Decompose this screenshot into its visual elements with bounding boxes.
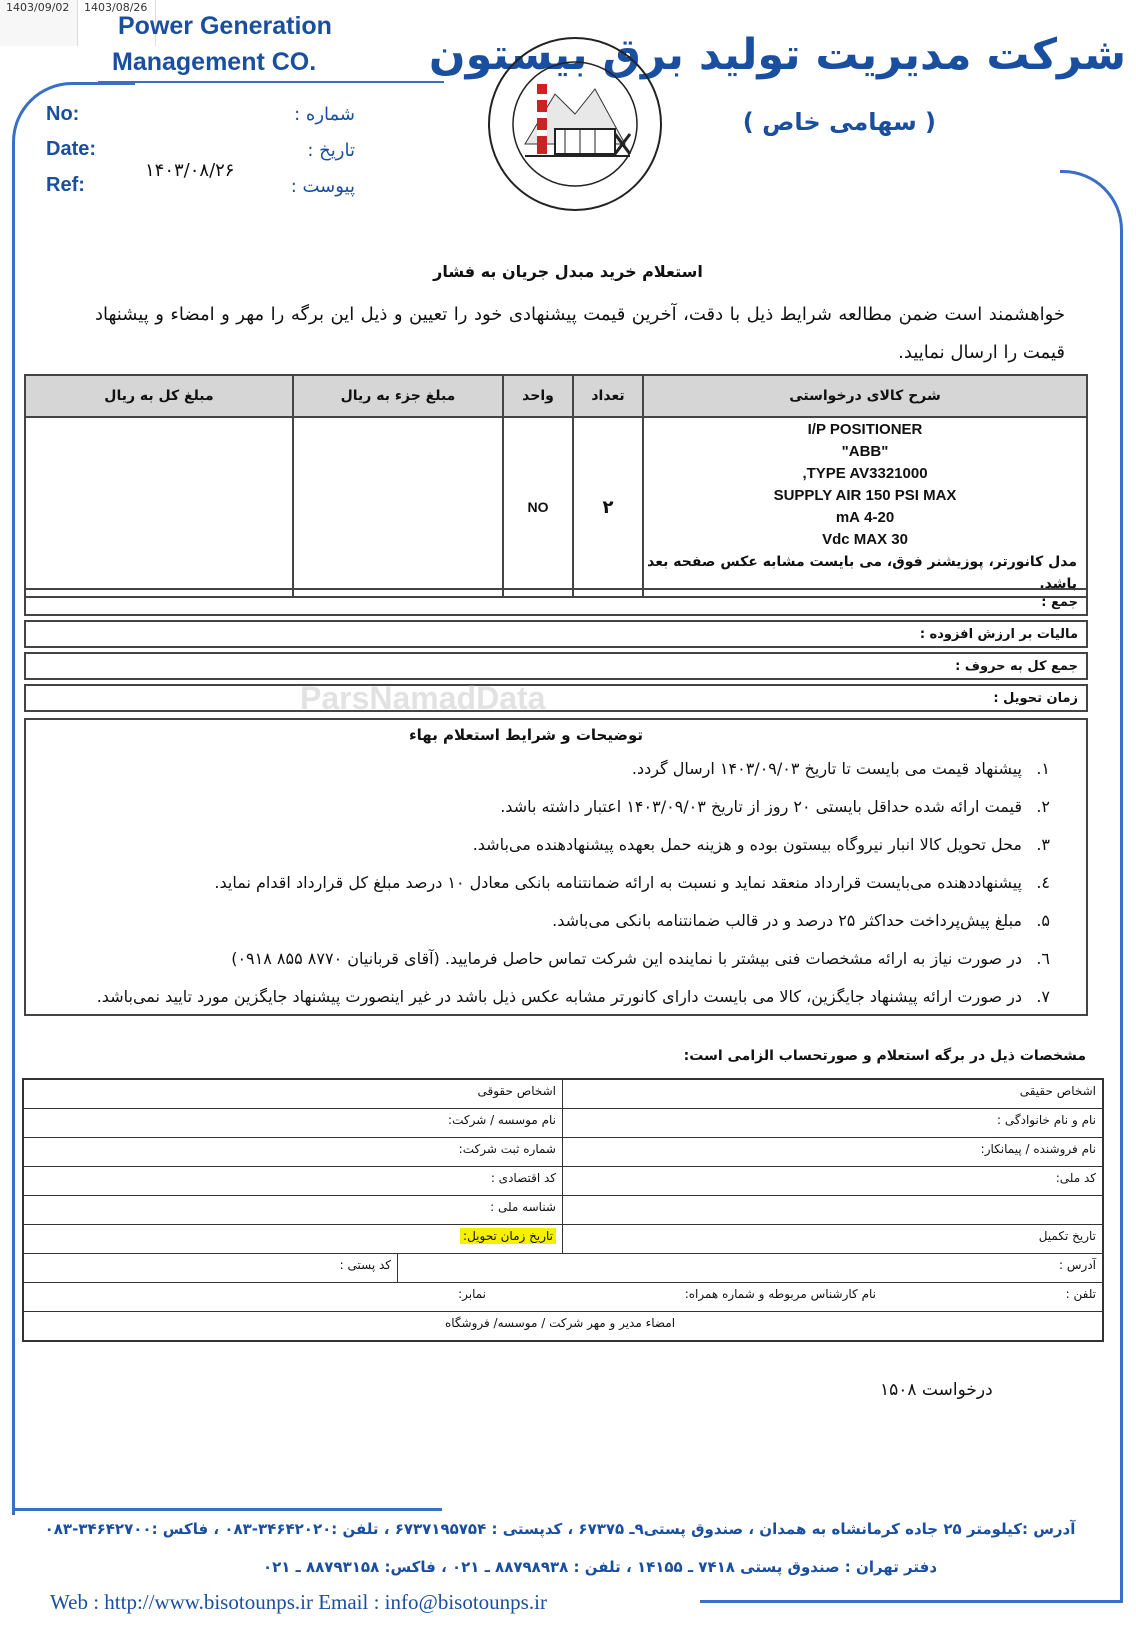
grid-row <box>24 1225 1102 1254</box>
footer-address: آدرس :کیلومتر ۲۵ جاده کرمانشاه به همدان ، صندوق پستی۹ـ ۶۷۳۷۵ ، کدپستی : ۶۷۳۷۱۹۵۷۵۴ ، تلفن :۳۴۶۴۲۰۲۰-۰۸۳ ، فاکس :۳۴۶۴۲۷۰۰-۰۸۳ <box>44 1520 1076 1538</box>
total-in-words-row: جمع کل به حروف : <box>24 652 1088 680</box>
term-number: ۲. <box>1036 797 1050 816</box>
item-quantity: ۲ <box>573 417 643 597</box>
term-text: پیشنهاد قیمت می بایست تا تاریخ ۱۴۰۳/۰۹/۰۳ ارسال گردد. <box>631 759 1022 778</box>
header-divider <box>98 81 444 83</box>
list-item <box>36 750 1050 788</box>
term-number: ۳. <box>1036 835 1050 854</box>
header-unit-price: مبلغ جزء به ریال <box>293 375 503 417</box>
postal-code-field[interactable]: کد پستی : <box>339 1258 391 1272</box>
term-text: قیمت ارائه شده حداقل بایستی ۲۰ روز از تاریخ ۱۴۰۳/۰۹/۰۳ اعتبار داشته باشد. <box>500 797 1022 816</box>
company-seal-logo <box>485 34 665 214</box>
grid-row <box>24 1109 1102 1138</box>
grid-row <box>24 1138 1102 1167</box>
blank-cell <box>562 1196 1102 1224</box>
header-quantity: تعداد <box>573 375 643 417</box>
real-person-header: اشخاص حقیقی <box>562 1080 1102 1108</box>
number-label-en: No: <box>46 103 80 125</box>
term-text: پیشنهاددهنده می‌بایست قرارداد منعقد نماید و نسبت به ارائه ضمانتنامه بانکی معادل ۱۰ درصد مبلغ کل قرارداد اقدام نماید. <box>214 873 1022 892</box>
grid-row <box>24 1312 1102 1340</box>
ref-label-en: Ref: <box>46 174 85 196</box>
requirements-title: مشخصات ذیل در برگه استعلام و صورتحساب الزامی است: <box>683 1048 1086 1064</box>
footer-tehran-office: دفتر تهران : صندوق پستی ۷۴۱۸ ـ ۱۴۱۵۵ ، تلفن : ۸۸۷۹۸۹۳۸ ـ ۰۲۱ ، فاکس: ۸۸۷۹۳۱۵۸ ـ ۰۲۱ <box>262 1558 938 1576</box>
company-type: ( سهامی خاص ) <box>742 108 936 136</box>
seller-name-field[interactable]: نام فروشنده / پیمانکار: <box>562 1138 1102 1166</box>
grid-row <box>24 1254 1102 1283</box>
tab-date-2[interactable]: 1403/08/26 <box>78 0 156 46</box>
desc-line: 4-20 mA <box>835 509 895 526</box>
item-unit-price[interactable] <box>293 417 503 597</box>
item-total-price[interactable] <box>25 417 293 597</box>
number-label-fa: شماره : <box>294 104 355 125</box>
desc-note: مدل کانورتر، پوزیشنر فوق، می بایست مشابه عکس صفحه بعد باشد. <box>647 554 1077 592</box>
national-id-field[interactable]: شناسه ملی : <box>490 1200 556 1214</box>
grid-row <box>24 1196 1102 1225</box>
economic-code-field[interactable]: کد اقتصادی : <box>490 1171 556 1185</box>
date-label-en: Date: <box>46 138 97 160</box>
delivery-date-field[interactable] <box>24 1225 562 1253</box>
delivery-date-highlight: تاریخ زمان تحویل: <box>460 1228 556 1244</box>
delivery-time-row: زمان تحویل : <box>24 684 1088 712</box>
list-item <box>36 788 1050 826</box>
company-name-field[interactable]: نام موسسه / شرکت: <box>448 1113 556 1127</box>
list-item <box>36 864 1050 902</box>
desc-line: 30 Vdc MAX <box>822 531 908 548</box>
term-number: ۵. <box>1036 911 1050 930</box>
header-description: شرح کالای درخواستی <box>643 375 1087 417</box>
company-name-persian: شرکت مدیریت تولید برق بیستون <box>428 30 1126 80</box>
tab-date-1[interactable]: 1403/09/02 <box>0 0 78 46</box>
list-item <box>36 978 1050 1016</box>
item-description <box>643 417 1087 597</box>
header-total-price: مبلغ کل به ریال <box>25 375 293 417</box>
term-number: ۱. <box>1036 759 1050 778</box>
list-item <box>36 902 1050 940</box>
company-name-line1: Power Generation <box>118 12 332 40</box>
term-number: ۷. <box>1036 987 1050 1006</box>
full-name-field[interactable]: نام و نام خانوادگی : <box>562 1109 1102 1137</box>
terms-section <box>24 718 1088 1016</box>
frame-bottom-border-right <box>700 1600 1120 1603</box>
term-text: محل تحویل کالا انبار نیروگاه بیستون بوده و هزینه حمل بعهده پیشنهادهنده می‌باشد. <box>472 835 1022 854</box>
document-date: ۱۴۰۳/۰۸/۲۶ <box>145 160 235 181</box>
signature-field[interactable]: امضاء مدیر و مهر شرکت / موسسه/ فروشگاه <box>444 1316 676 1330</box>
national-code-field[interactable]: کد ملی: <box>562 1167 1102 1195</box>
expert-field[interactable]: نام کارشناس مربوطه و شماره همراه: <box>684 1287 876 1301</box>
term-number: ٦. <box>1036 949 1050 968</box>
item-unit: NO <box>503 417 573 597</box>
fax-field[interactable]: نمابر: <box>458 1287 486 1301</box>
company-name-english <box>112 8 332 80</box>
footer-web-email[interactable]: Web : http://www.bisotounps.ir Email : info@bisotounps.ir <box>50 1590 547 1614</box>
supplier-info-grid <box>22 1078 1104 1342</box>
list-item <box>36 940 1050 978</box>
list-item <box>36 826 1050 864</box>
header-unit: واحد <box>503 375 573 417</box>
company-name-line2: Management CO. <box>112 48 317 76</box>
desc-line: I/P POSITIONER <box>807 421 923 438</box>
terms-list <box>26 750 1086 1016</box>
phone-field[interactable]: تلفن : <box>1065 1287 1096 1301</box>
term-text: مبلغ پیش‌پرداخت حداکثر ۲۵ درصد و در قالب ضمانتنامه بانکی می‌باشد. <box>552 911 1022 930</box>
watermark-text: ParsNamadData <box>300 680 546 716</box>
frame-bottom-border <box>12 1508 442 1511</box>
document-title: استعلام خرید مبدل جریان به فشار <box>433 262 703 281</box>
intro-text: خواهشمند است ضمن مطالعه شرایط ذیل با دقت، آخرین قیمت پیشنهادی خود را تعیین و ذیل این برگه را مهر و امضاء و پیشنهاد قیمت را ارسال نمایید. <box>95 304 1065 363</box>
registration-number-field[interactable]: شماره ثبت شرکت: <box>458 1142 556 1156</box>
ref-label-fa: پیوست : <box>290 176 355 197</box>
term-text: در صورت نیاز به ارائه مشخصات فنی بیشتر با نماینده این شرکت تماس حاصل فرمایید. (آقای قربانیان ۸۷۷۰ ۸۵۵ ۰۹۱۸) <box>231 949 1022 968</box>
legal-person-header: اشخاص حقوقی <box>477 1084 556 1098</box>
items-table <box>24 374 1088 598</box>
date-label-fa: تاریخ : <box>307 140 355 161</box>
address-field[interactable]: آدرس : <box>397 1254 1102 1282</box>
request-number: درخواست ۱۵۰۸ <box>880 1380 993 1400</box>
table-row <box>25 417 1087 597</box>
term-number: ٤. <box>1036 873 1050 892</box>
grid-row <box>24 1080 1102 1109</box>
grid-row <box>24 1167 1102 1196</box>
terms-title: توضیحات و شرایط استعلام بهاء <box>408 726 643 744</box>
term-text: در صورت ارائه پیشنهاد جایگزین، کالا می بایست دارای کانورتر مشابه عکس ذیل باشد در غیر اینصورت پیشنهاد جایگزین مورد تایید نمی‌باشد. <box>96 987 1022 1006</box>
completion-date-field[interactable]: تاریخ تکمیل <box>562 1225 1102 1253</box>
grid-row <box>24 1283 1102 1312</box>
sum-row: جمع : <box>24 588 1088 616</box>
desc-line: TYPE AV3321000, <box>802 465 928 482</box>
desc-line: "ABB" <box>841 443 889 460</box>
vat-row: مالیات بر ارزش افزوده : <box>24 620 1088 648</box>
desc-line: SUPPLY AIR 150 PSI MAX <box>773 487 957 504</box>
